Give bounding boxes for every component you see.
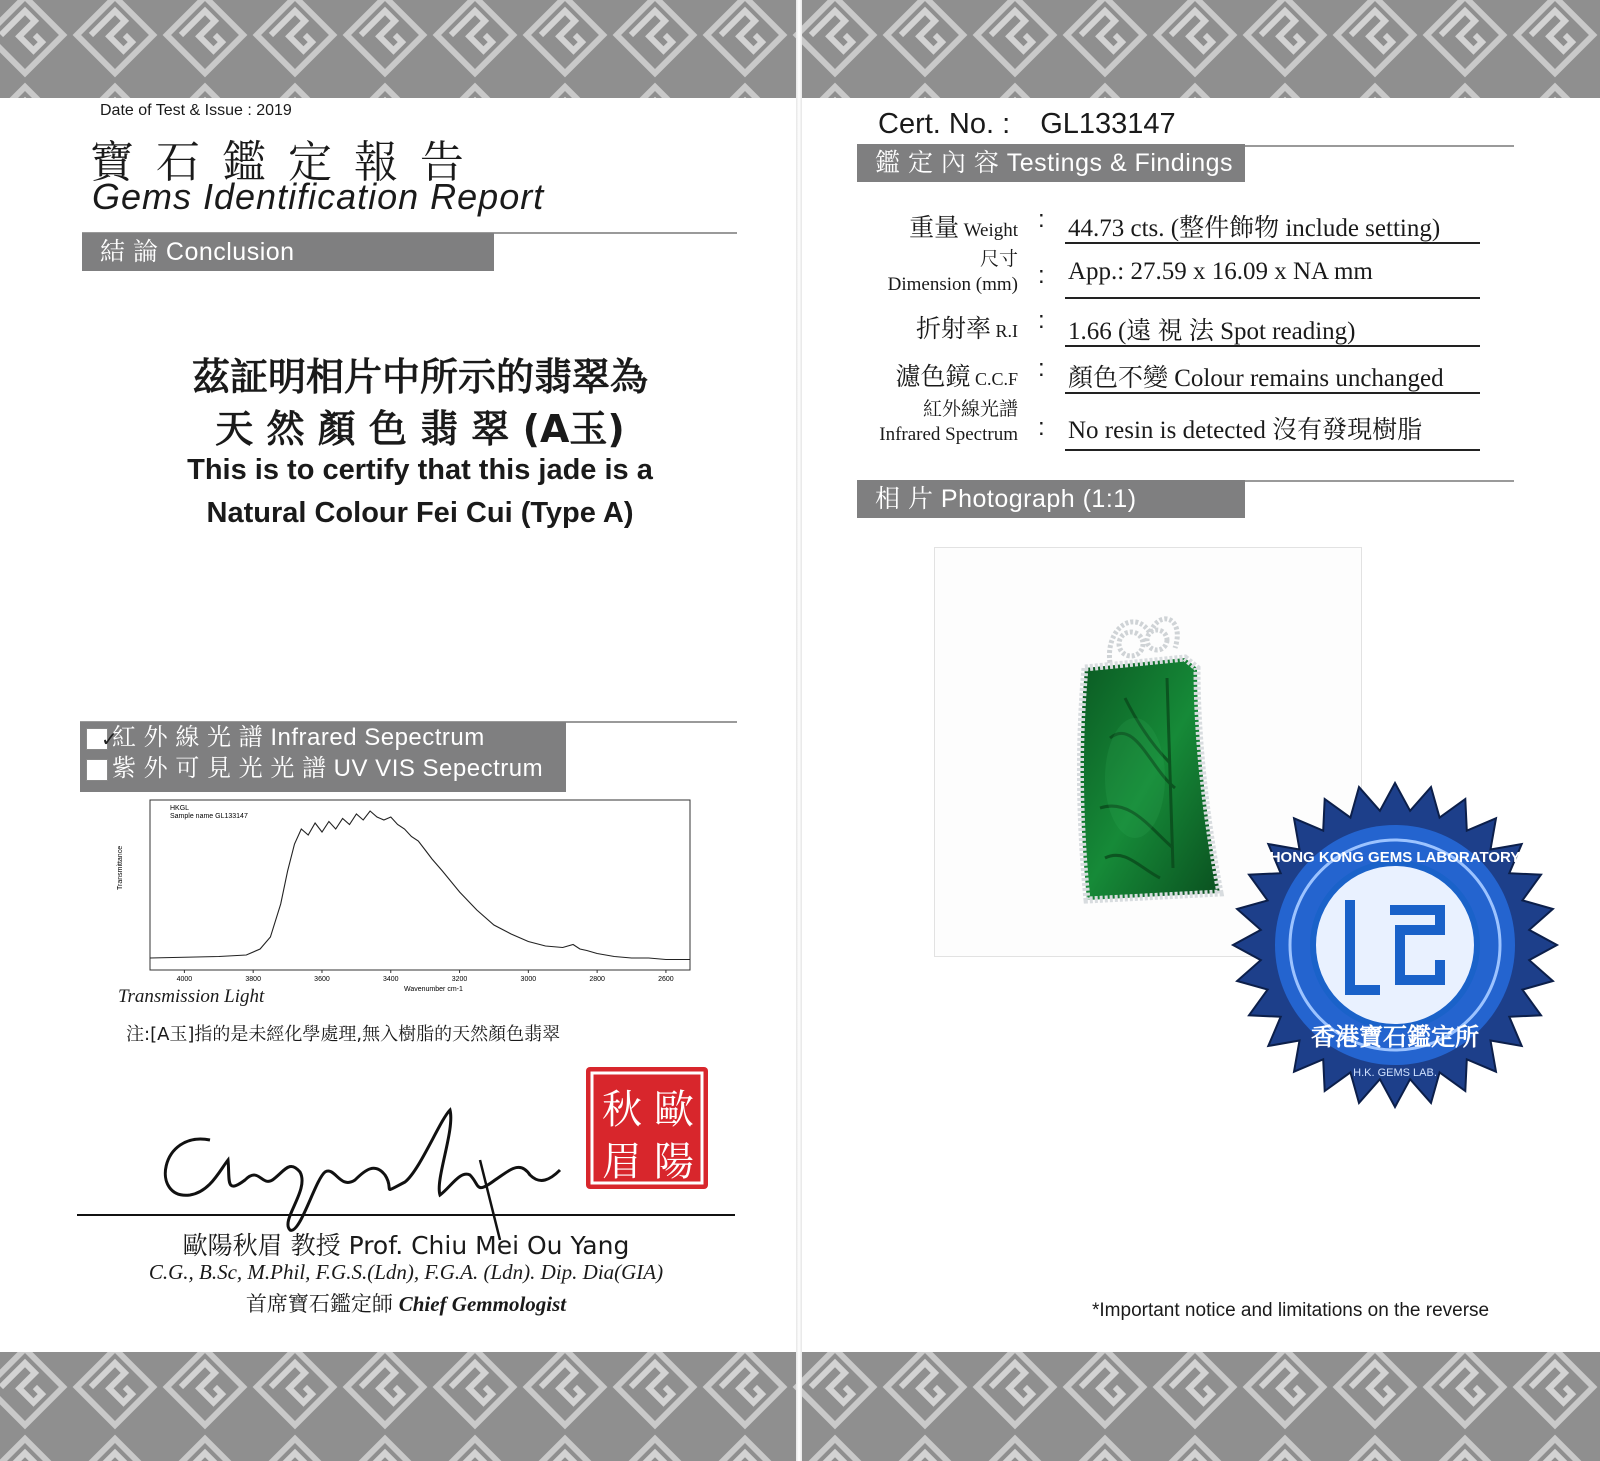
fold-divider bbox=[796, 0, 802, 1461]
option-uvvis[interactable] bbox=[86, 753, 566, 784]
type-a-note: 注:[A玉]指的是未經化學處理,無入樹脂的天然顏色翡翠 bbox=[126, 1024, 561, 1045]
signatory-name: 歐陽秋眉 教授 Prof. Chiu Mei Ou Yang bbox=[182, 1231, 630, 1260]
cert-number-row bbox=[878, 108, 1176, 141]
colon: : bbox=[1038, 355, 1045, 382]
chart-ylabel: Transmittance bbox=[117, 845, 124, 890]
chart-xlabel: Wavenumber cm-1 bbox=[404, 986, 463, 993]
signatory-title-zh: 首席寶石鑑定師 bbox=[245, 1292, 393, 1316]
infrared-value: No resin is detected 沒有發現樹脂 bbox=[1068, 417, 1423, 444]
certify-line2-en: Natural Colour Fei Cui (Type A) bbox=[206, 497, 634, 529]
reverse-notice: *Important notice and limitations on the reverse bbox=[1092, 1300, 1490, 1321]
x-tick-label: 3000 bbox=[520, 976, 537, 983]
x-tick-label: 3600 bbox=[314, 976, 330, 983]
certify-line1-en: This is to certify that this jade is a bbox=[187, 454, 653, 486]
x-tick-label: 4000 bbox=[176, 976, 193, 983]
cert-number-label: Cert. No. : bbox=[878, 108, 1011, 140]
ir-spectrum-chart bbox=[108, 798, 698, 998]
ri-label-en: R.I bbox=[995, 321, 1018, 341]
option-infrared-label: 紅 外 線 光 譜 Infrared Sepectrum bbox=[112, 724, 485, 751]
value-underline bbox=[1065, 297, 1480, 299]
x-tick-label: 3400 bbox=[382, 976, 399, 983]
svg-text:歐: 歐 bbox=[654, 1087, 694, 1133]
ri-value: 1.66 (遠 視 法 Spot reading) bbox=[1068, 318, 1356, 345]
ccf-value: 顏色不變 Colour remains unchanged bbox=[1068, 365, 1444, 392]
svg-text:眉: 眉 bbox=[602, 1139, 642, 1185]
report-title-zh: 寶 石 鑑 定 報 告 bbox=[90, 137, 468, 188]
x-tick-label: 3200 bbox=[451, 976, 468, 983]
dimension-label bbox=[848, 246, 1018, 298]
certify-line1-zh: 茲証明相片中所示的翡翠為 bbox=[191, 355, 648, 399]
option-uvvis-label: 紫 外 可 見 光 光 譜 UV VIS Sepectrum bbox=[112, 755, 544, 782]
value-underline bbox=[1065, 392, 1480, 394]
report-title-en: Gems Identification Report bbox=[92, 176, 545, 217]
spectrum-series-line bbox=[150, 811, 690, 960]
ri-label-zh: 折射率 bbox=[916, 314, 992, 343]
x-tick-label: 2800 bbox=[589, 976, 605, 983]
weight-label bbox=[848, 208, 1018, 244]
value-underline bbox=[1065, 449, 1480, 451]
colon: : bbox=[1038, 206, 1045, 233]
dimension-value: App.: 27.59 x 16.09 x NA mm bbox=[1068, 258, 1373, 285]
infrared-label-zh: 紅外線光譜 bbox=[922, 398, 1018, 420]
infrared-label-en: Infrared Spectrum bbox=[879, 424, 1018, 445]
signatory-title-en: Chief Gemmologist bbox=[398, 1292, 567, 1316]
uvvis-checkbox[interactable] bbox=[86, 759, 108, 781]
date-of-issue: Date of Test & Issue : 2019 bbox=[100, 102, 292, 119]
infrared-label bbox=[848, 396, 1018, 448]
colon: : bbox=[1038, 262, 1045, 289]
infrared-checkbox[interactable] bbox=[86, 728, 108, 750]
value-underline bbox=[1065, 345, 1480, 347]
ccf-label-en: C.C.F bbox=[974, 369, 1018, 389]
chart-frame bbox=[150, 800, 690, 970]
value-underline bbox=[1065, 242, 1480, 244]
x-tick-label: 3800 bbox=[245, 976, 261, 983]
conclusion-bar: 結 論 Conclusion bbox=[82, 233, 494, 271]
dimension-label-zh: 尺寸 bbox=[979, 248, 1018, 270]
weight-label-zh: 重量 bbox=[909, 213, 960, 242]
findings-bar: 鑑 定 內 容 Testings & Findings bbox=[857, 144, 1245, 182]
svg-text:陽: 陽 bbox=[654, 1139, 694, 1185]
colon: : bbox=[1038, 307, 1045, 334]
weight-value: 44.73 cts. (整件飾物 include setting) bbox=[1068, 215, 1441, 242]
chart-header-2: Sample name GL133147 bbox=[170, 813, 248, 820]
lab-hologram-sticker bbox=[1230, 780, 1560, 1110]
option-infrared[interactable] bbox=[86, 722, 566, 753]
dimension-label-en: Dimension (mm) bbox=[887, 274, 1018, 295]
x-tick-label: 2600 bbox=[658, 976, 674, 983]
photograph-bar: 相 片 Photograph (1:1) bbox=[857, 480, 1245, 518]
spectrum-options-bar bbox=[80, 722, 566, 792]
chart-header-1: HKGL bbox=[170, 805, 190, 812]
svg-text:秋: 秋 bbox=[602, 1087, 642, 1133]
ccf-label-zh: 濾色鏡 bbox=[895, 362, 971, 391]
weight-label-en: Weight bbox=[963, 220, 1018, 241]
hologram-text-zh: 香港寶石鑑定所 bbox=[1311, 1023, 1479, 1051]
signatory-qualifications: C.G., B.Sc, M.Phil, F.G.S.(Ldn), F.G.A. (Ldn). Dip. Dia(GIA) bbox=[148, 1260, 664, 1284]
certify-line2-zh: 天 然 顏 色 翡 翠 (A玉) bbox=[215, 407, 625, 451]
signature-line bbox=[77, 1214, 735, 1216]
cert-number-value: GL133147 bbox=[1040, 108, 1176, 140]
red-seal-stamp bbox=[582, 1063, 712, 1193]
ccf-label bbox=[848, 357, 1018, 393]
chart-caption: Transmission Light bbox=[118, 986, 265, 1007]
colon: : bbox=[1038, 414, 1045, 441]
hologram-repeat: H.K. GEMS LAB. bbox=[1353, 1067, 1437, 1079]
signatory-title bbox=[77, 1288, 735, 1318]
hologram-text: HONG KONG GEMS LABORATORY bbox=[1269, 849, 1521, 866]
ri-label bbox=[848, 309, 1018, 345]
